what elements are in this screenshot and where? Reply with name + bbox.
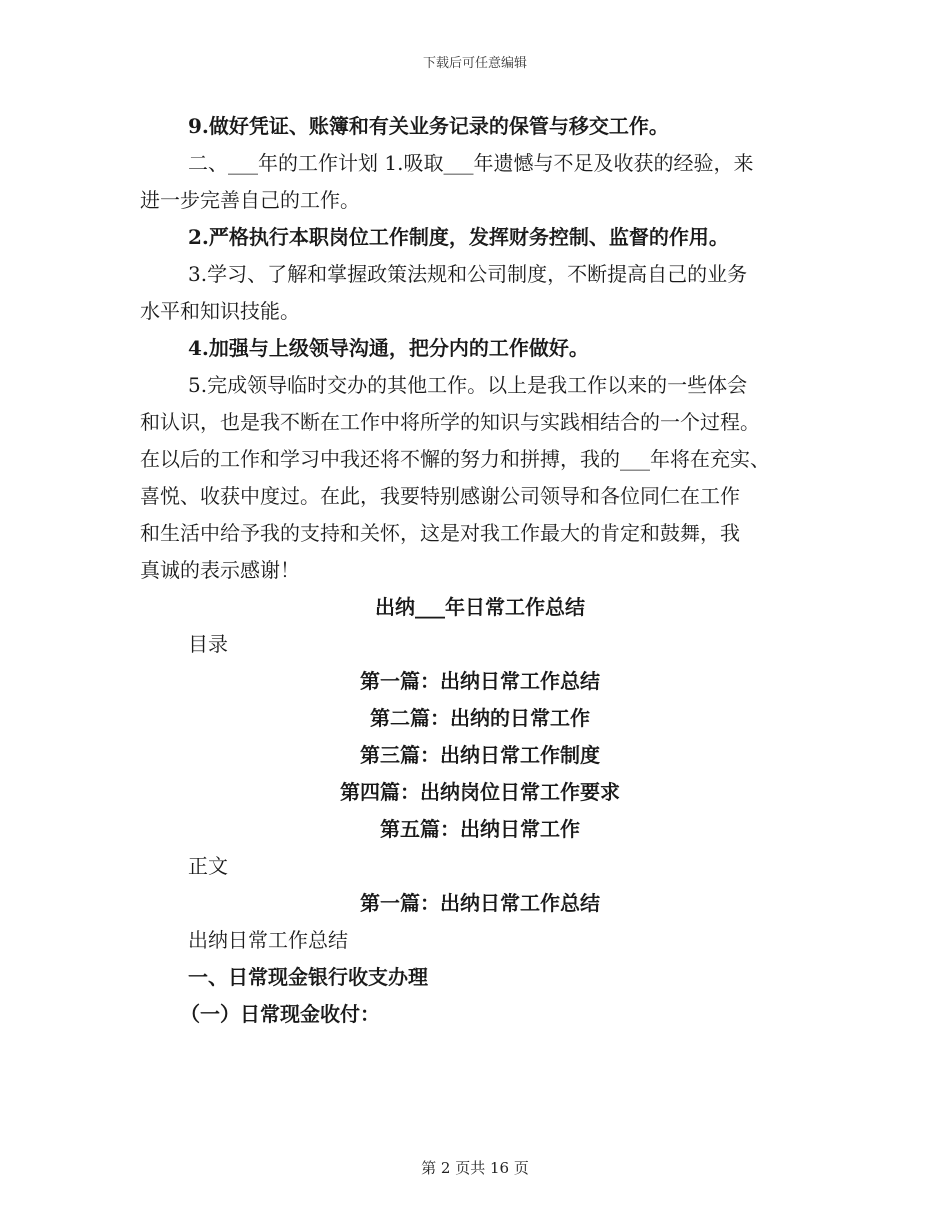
toc-item: 第四篇：出纳岗位日常工作要求 <box>340 780 620 804</box>
paragraph-item-2: 2.严格执行本职岗位工作制度，发挥财务控制、监督的作用。 <box>188 225 729 249</box>
page-footer: 第 2 页共 16 页 <box>421 1159 529 1177</box>
toc-label: 目录 <box>188 632 228 656</box>
body-label: 正文 <box>188 854 228 878</box>
toc-item: 第二篇：出纳的日常工作 <box>370 706 590 730</box>
paragraph-item-5-line5: 和生活中给予我的支持和关怀，这是对我工作最大的肯定和鼓舞，我 <box>140 521 740 545</box>
paragraph-item-4: 4.加强与上级领导沟通，把分内的工作做好。 <box>188 336 589 360</box>
toc-item: 第一篇：出纳日常工作总结 <box>360 669 600 693</box>
paragraph-item-5-line3: 在以后的工作和学习中我还将不懈的努力和拼搏，我的___年将在充实、 <box>140 447 770 471</box>
paragraph-item-9: 9.做好凭证、账簿和有关业务记录的保管与移交工作。 <box>188 114 669 138</box>
heading-level1: 一、日常现金银行收支办理 <box>188 965 428 989</box>
paragraph-item-3-line2: 水平和知识技能。 <box>140 299 300 323</box>
paragraph-item-5-line4: 喜悦、收获中度过。在此，我要特别感谢公司领导和各位同仁在工作 <box>140 484 740 508</box>
section-title: 第一篇：出纳日常工作总结 <box>360 891 600 915</box>
paragraph-plan-line2: 进一步完善自己的工作。 <box>140 188 360 212</box>
section-subtitle: 出纳日常工作总结 <box>188 928 348 952</box>
page-header: 下载后可任意编辑 <box>422 56 527 71</box>
heading-level2: （一）日常现金收付： <box>180 1002 380 1026</box>
paragraph-item-5-line6: 真诚的表示感谢！ <box>140 558 300 582</box>
toc-item: 第三篇：出纳日常工作制度 <box>360 743 600 767</box>
paragraph-item-5-line2: 和认识，也是我不断在工作中将所学的知识与实践相结合的一个过程。 <box>140 410 760 434</box>
paragraph-item-3-line1: 3.学习、了解和掌握政策法规和公司制度，不断提高自己的业务 <box>188 262 748 286</box>
document-title: 出纳___年日常工作总结 <box>375 595 585 619</box>
paragraph-item-5-line1: 5.完成领导临时交办的其他工作。以上是我工作以来的一些体会 <box>188 373 748 397</box>
paragraph-plan-line1: 二、___年的工作计划 1.吸取___年遗憾与不足及收获的经验，来 <box>188 151 754 175</box>
document-body <box>140 108 820 1033</box>
toc-item: 第五篇：出纳日常工作 <box>380 817 580 841</box>
